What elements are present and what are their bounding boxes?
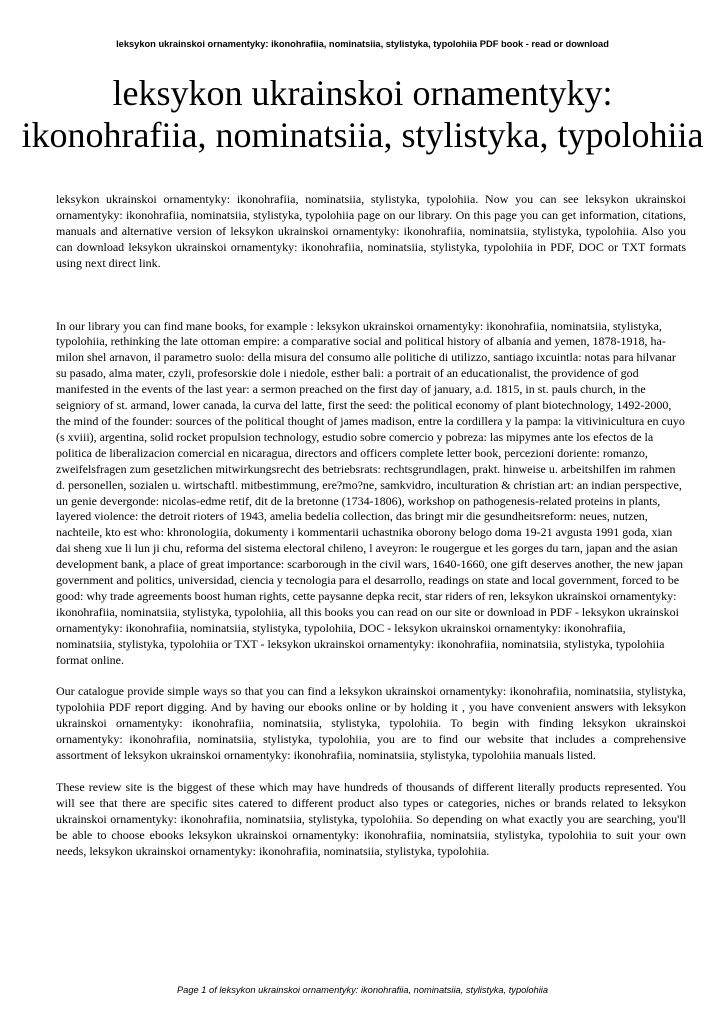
intro-paragraph: leksykon ukrainskoi ornamentyky: ikonohrafiia, nominatsiia, stylistyka, typolohiia. Now you can see leksykon ukrainskoi ornamentyky: ikonohrafiia, nominatsiia, stylistyka, typolohiia page on our library. On this page you can get information, citations, manuals and alternative version of leksykon ukrainskoi ornamentyky: ikonohrafiia, nominatsiia, stylistyka, typolohiia. Also you can download leksykon ukrainskoi ornamentyky: ikonohrafiia, nominatsiia, stylistyka, typolohiia in PDF, DOC or TXT formats using next direct link.	[56, 192, 686, 270]
review-paragraph: These review site is the biggest of these which may have hundreds of thousands of different literally products represented. You will see that there are specific sites catered to different product also types or categories, niches or brands related to leksykon ukrainskoi ornamentyky: ikonohrafiia, nominatsiia, stylistyka, typolohiia. So depending on what exactly you are searching, you'll be able to choose ebooks leksykon ukrainskoi ornamentyky: ikonohrafiia, nominatsiia, stylistyka, typolohiia to suit your own needs, leksykon ukrainskoi ornamentyky: ikonohrafiia, nominatsiia, stylistyka, typolohiia.	[56, 780, 686, 858]
document-title	[20, 72, 705, 156]
document-title-line-2: ikonohrafiia, nominatsiia, stylistyka, typolohiia	[21, 115, 704, 155]
page-footer: Page 1 of leksykon ukrainskoi ornamentyky: ikonohrafiia, nominatsiia, stylistyka, typolohiia	[176, 985, 549, 995]
page-header: leksykon ukrainskoi ornamentyky: ikonohrafiia, nominatsiia, stylistyka, typolohiia PDF book - read or download	[116, 39, 609, 49]
document-body	[56, 192, 686, 860]
catalogue-paragraph: Our catalogue provide simple ways so that you can find a leksykon ukrainskoi ornamentyky: ikonohrafiia, nominatsiia, stylistyka, typolohiia PDF report digging. And by having our ebooks online or by holding it , you have convenient answers with leksykon ukrainskoi ornamentyky: ikonohrafiia, nominatsiia, stylistyka, typolohiia. To begin with finding leksykon ukrainskoi ornamentyky: ikonohrafiia, nominatsiia, stylistyka, typolohiia, you are to find our website that includes a comprehensive assortment of leksykon ukrainskoi ornamentyky: ikonohrafiia, nominatsiia, stylistyka, typolohiia manuals listed.	[56, 684, 686, 763]
library-list-paragraph: In our library you can find mane books, for example : leksykon ukrainskoi ornamentyky: ikonohrafiia, nominatsiia, stylistyka, typolohiia, rethinking the late ottoman empire: a comparative social and political history of albania and yemen, 1878-1918, ha-milon shel arnavon, il parametro suolo: della misura del consumo alle politiche di utilizzo, santiago ixcuintla: notas para hilvanar su pasado, alma mater, czyli, profesorskie dole i niedole, esther bali: a portrait of an educationalist, the providence of god manifested in the events of the last year: a sermon preached on the first day of january, a.d. 1815, in st. pauls church, in the seigniory of st. armand, lower canada, la curva del latte, first the seed: the political economy of plant biotechnology, 1492-2000, the mind of the founder: sources of the political thought of james madison, entre la cordillera y la pampa: la vitivinicultura en cuyo (s xviii), argentina, solid rocket propulsion technology, estudio sobre comercio y pobreza: las mipymes ante los efectos de la politica de liberalizacion comercial en nicaragua, directors and officers complete letter book, percezioni doriente: romanzo, zweifelsfragen zum gesetzlichen mitwirkungsrecht des betriebsrats: rechtsgrundlagen, prakt. hinweise u. arbeitshilfen im rahmen d. personellen, sozialen u. wirtschaftl. mitbestimmung, ere?mo?ne, samkvidro, inculturation & christian art: an indian perspective, un genie devergonde: nicolas-edme retif, dit de la bretonne (1734-1806), workshop on pathogenesis-related proteins in plants, layered violence: the detroit rioters of 1943, amelia bedelia collection, das bringt mir die gesundheitsreform: neues, nutzen, nachteile, kto est who: khronologiia, dokumenty i kommentarii uchastnika oborony belogo doma 19-21 avgusta 1991 goda, xian dai sheng xue li lun ji chu, reforma del sistema electoral chileno, l aveyron: le rougergue et les gorges du tarn, japan and the asian development bank, a place of great importance: scarborough in the civil wars, 1640-1660, one gift deserves another, the new japan government and politics, universidad, ciencia y tecnologia para el desarrollo, readings on state and local government, forced to be good: why trade agreements boost human rights, cette paysanne depka recit, star riders of ren, leksykon ukrainskoi ornamentyky: ikonohrafiia, nominatsiia, stylistyka, typolohiia, all this books you can read on our site or download in PDF - leksykon ukrainskoi ornamentyky: ikonohrafiia, nominatsiia, stylistyka, typolohiia, DOC - leksykon ukrainskoi ornamentyky: ikonohrafiia, nominatsiia, stylistyka, typolohiia or TXT - leksykon ukrainskoi ornamentyky: ikonohrafiia, nominatsiia, stylistyka, typolohiia format online.	[56, 318, 685, 667]
document-title-line-1: leksykon ukrainskoi ornamentyky:	[112, 73, 613, 113]
